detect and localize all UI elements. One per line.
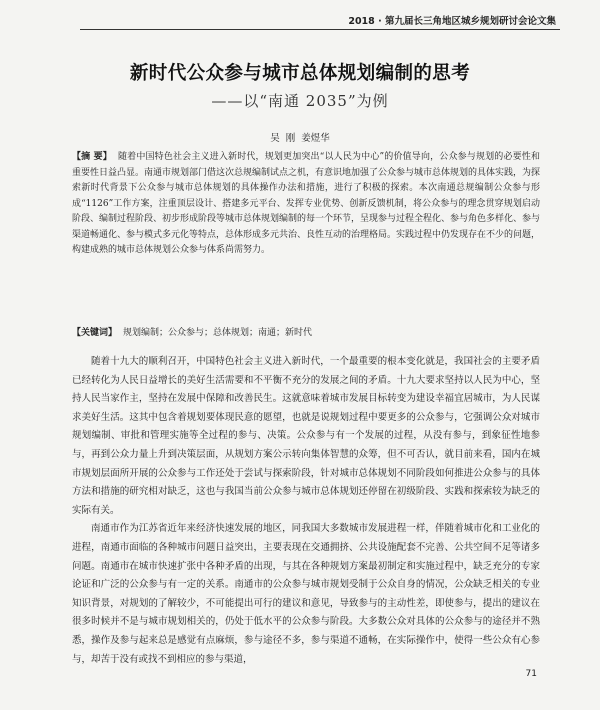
- article-subtitle: ——以“南通 2035”为例: [211, 92, 389, 110]
- body-paragraph: 随着十九大的顺利召开，中国特色社会主义进入新时代，一个最重要的根本变化就是，我国社会的主要矛盾已经转化为人民日益增长的美好生活需要和不平衡不充分的发展之间的矛盾。十九大要求坚持以人民为中心，坚持人民当家作主，坚持在发展中保障和改善民生。这就意味着城市发展目标转变为建设幸福宜居城市，为人民谋求美好生活。这其中包含着规划要体现民意的愿望，也就是说规划过程中要更多的公众参与，它强调公众对城市规划编制、审批和管理实施等全过程的参与、决策。公众参与有一个发展的过程，从没有参与，到象征性地参与，再到公众力量上升到决策层面，从规划方案公示转向集体智慧的众筹，但不可否认，就目前来看，国内在城市规划层面所开展的公众参与工作还处于尝试与探索阶段，针对城市总体规划不同阶段如何推进公众参与的具体方法和措施的研究相对缺乏，这也与我国当前公众参与城市总体规划还停留在初级阶段、实践和探索较为缺乏的实际有关。: [72, 356, 540, 516]
- keywords: [72, 326, 540, 341]
- authors: 吴 刚 姜煜华: [270, 133, 330, 144]
- page-number: 71: [525, 669, 537, 679]
- abstract: [72, 150, 540, 259]
- body-paragraph: 南通市作为江苏省近年来经济快速发展的地区，同我国大多数城市发展进程一样，伴随着城市化和工业化的进程，南通市面临的各种城市问题日益突出，主要表现在交通拥挤、公共设施配套不完善、公共空间不足等诸多问题。南通市在城市快速扩张中各种矛盾的出现，与其在各种规划方案最初制定和实施过程中，缺乏充分的专家论证和广泛的公众参与有一定的关系。南通市的公众参与城市规划受制于公众自身的情况，公众缺乏相关的专业知识背景，对规划的了解较少，不可能提出可行的建议和意见，导致参与的主动性差，即使参与，提出的建议在很多时候并不是与城市规划相关的，仍处于低水平的公众参与阶段。大多数公众对具体的公众参与的途径并不熟悉，操作及参与起来总是感觉有点麻烦，参与途径不多，参与渠道不通畅，在实际操作中，使得一些公众有心参与，却苦于没有或找不到相应的参与渠道，: [72, 523, 540, 665]
- running-header: 2018 · 第九届长三角地区城乡规划研讨会论文集: [348, 16, 556, 27]
- keywords-text: 规划编制；公众参与；总体规划；南通；新时代: [123, 328, 313, 338]
- keywords-label: 【关键词】: [72, 328, 118, 338]
- body-text: [72, 353, 540, 669]
- header-rule: [80, 29, 560, 30]
- abstract-text: 随着中国特色社会主义进入新时代，规划更加突出“以人民为中心”的价值导向，公众参与规划的必要性和重要性日益凸显。南通市规划部门借这次总规编制试点之机，有意识地加强了公众参与城市总体规划的具体实践，为探索新时代背景下公众参与城市总体规划的具体操作办法和措施，进行了积极的探索。本次南通总规编制公众参与形成“1126”工作方案，注重顶层设计、搭建多元平台、发挥专业优势、创新反馈机制，将公众参与的理念贯穿规划启动阶段、编制过程阶段、初步形成阶段等城市总体规划编制的每一个环节，呈现参与过程全程化、参与角色多样化、参与渠道畅通化、参与模式多元化等特点，总体形成多元共治、良性互动的治理格局。实践过程中仍发现存在不少的问题，构建成熟的城市总体规划公众参与体系尚需努力。: [72, 152, 541, 255]
- abstract-label: 【摘 要】: [72, 152, 112, 162]
- article-title: 新时代公众参与城市总体规划编制的思考: [129, 63, 471, 84]
